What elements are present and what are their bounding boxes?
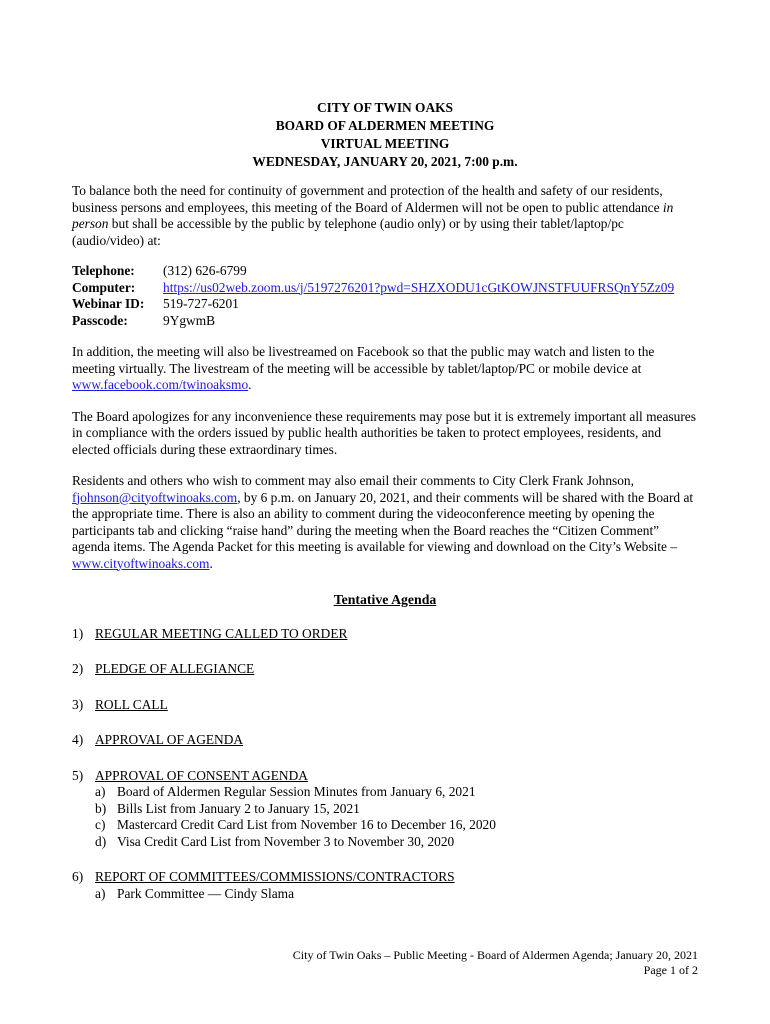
header-board: BOARD OF ALDERMEN MEETING xyxy=(275,118,495,133)
zoom-link[interactable]: https://us02web.zoom.us/j/5197276201?pwd=SHZXODU1cGtKOWJNSTFUUFRSQnY5Zz09 xyxy=(163,279,675,295)
agenda-item-consent xyxy=(72,768,698,851)
intro-paragraph xyxy=(72,183,698,249)
subitem-letter: b) xyxy=(95,800,107,816)
passcode-row xyxy=(72,313,698,330)
comments-end: . xyxy=(209,555,213,571)
subitem-letter: d) xyxy=(95,833,107,849)
facebook-text: In addition, the meeting will also be livestreamed on Facebook so that the public may watch and listen to the meeting virtually. The livestream of the meeting will be accessible by tablet/laptop/PC or mobile device at xyxy=(72,344,655,376)
subitem-text: Board of Aldermen Regular Session Minutes from January 6, 2021 xyxy=(117,784,476,799)
intro-text-a: To balance both the need for continuity of government and protection of the health and safety of our residents, business persons and employees, this meeting of the Board of Aldermen will not be open to public attendance xyxy=(72,183,663,215)
computer-label: Computer: xyxy=(72,279,136,295)
facebook-link[interactable]: www.facebook.com/twinoaksmo xyxy=(72,377,249,392)
agenda-subitem xyxy=(72,784,698,801)
agenda-number: 5) xyxy=(72,767,84,783)
agenda-item xyxy=(72,626,698,643)
agenda-number: 2) xyxy=(72,661,84,676)
agenda-subitem xyxy=(72,817,698,834)
subitem-letter: c) xyxy=(95,817,106,832)
facebook-paragraph xyxy=(72,344,698,394)
page-footer xyxy=(293,948,698,978)
webinar-value: 519-727-6201 xyxy=(163,296,239,311)
webinar-label: Webinar ID: xyxy=(72,296,145,311)
subitem-text: Mastercard Credit Card List from November 16 to December 16, 2020 xyxy=(117,817,496,832)
comments-text-a: Residents and others who wish to comment may also email their comments to City Clerk Frank Johnson, xyxy=(72,473,634,488)
header-date: WEDNESDAY, JANUARY 20, 2021, 7:00 p.m. xyxy=(252,154,518,169)
subitem-text: Park Committee — Cindy Slama xyxy=(117,885,295,901)
apology-paragraph: The Board apologizes for any inconvenience these requirements may pose but it is extremely important all measures in compliance with the orders issued by public health authorities be taken to protect employees, residents, and elected officials during these extraordinary times. xyxy=(72,408,696,457)
header-city: CITY OF TWIN OAKS xyxy=(316,100,454,115)
clerk-email-link[interactable]: fjohnson@cityoftwinoaks.com xyxy=(72,489,238,505)
agenda-label: PLEDGE OF ALLEGIANCE xyxy=(95,661,255,676)
agenda-label: APPROVAL OF CONSENT AGENDA xyxy=(95,767,308,783)
telephone-row xyxy=(72,263,698,280)
telephone-label: Telephone: xyxy=(72,263,135,278)
agenda-title: Tentative Agenda xyxy=(333,592,437,607)
agenda-list xyxy=(72,626,698,903)
subitem-letter: a) xyxy=(95,885,106,901)
agenda-number: 3) xyxy=(72,696,84,712)
website-link[interactable]: www.cityoftwinoaks.com xyxy=(72,555,210,571)
comments-text-b: , by 6 p.m. on January 20, 2021, and their comments will be shared with the Board at the appropriate time. There is also an ability to comment during the videoconference meeting by opening the participants tab and clicking “raise hand” during the meeting when the Board reaches the “Citizen Comment” agenda items. The Agenda Packet for this meeting is available for viewing and download on the City’s Website – xyxy=(72,489,694,554)
document-page xyxy=(72,99,698,921)
agenda-number: 6) xyxy=(72,869,84,884)
agenda-subitem xyxy=(72,886,698,903)
passcode-value: 9YgwmB xyxy=(163,312,216,328)
agenda-subitem xyxy=(72,834,698,851)
agenda-item-committees xyxy=(72,869,698,902)
intro-italic: in person xyxy=(72,199,674,231)
agenda-item xyxy=(72,697,698,714)
subitem-text: Bills List from January 2 to January 15, 2021 xyxy=(117,800,360,816)
computer-row xyxy=(72,280,698,297)
header-virtual: VIRTUAL MEETING xyxy=(320,136,450,151)
document-header xyxy=(72,99,698,171)
agenda-number: 4) xyxy=(72,732,84,747)
agenda-label: REGULAR MEETING CALLED TO ORDER xyxy=(95,625,348,641)
comments-paragraph xyxy=(72,473,698,572)
intro-text-b: but shall be accessible by the public by telephone (audio only) or by using their tablet/laptop/pc (audio/video) at: xyxy=(72,216,624,248)
agenda-subitem xyxy=(72,801,698,818)
telephone-value: (312) 626-6799 xyxy=(163,263,247,278)
agenda-label: REPORT OF COMMITTEES/COMMISSIONS/CONTRACTORS xyxy=(95,869,455,884)
footer-title: City of Twin Oaks – Public Meeting - Board of Aldermen Agenda; January 20, 2021 xyxy=(292,948,698,962)
agenda-number: 1) xyxy=(72,625,84,641)
agenda-item xyxy=(72,661,698,678)
subitem-letter: a) xyxy=(95,784,106,799)
agenda-label: APPROVAL OF AGENDA xyxy=(95,732,244,747)
subitem-text: Visa Credit Card List from November 3 to November 30, 2020 xyxy=(117,833,455,849)
webinar-row xyxy=(72,296,698,313)
agenda-item xyxy=(72,732,698,749)
facebook-end: . xyxy=(248,377,252,392)
passcode-label: Passcode: xyxy=(72,312,128,328)
agenda-label: ROLL CALL xyxy=(95,696,168,712)
page-number: Page 1 of 2 xyxy=(643,963,698,977)
contact-block xyxy=(72,263,698,329)
